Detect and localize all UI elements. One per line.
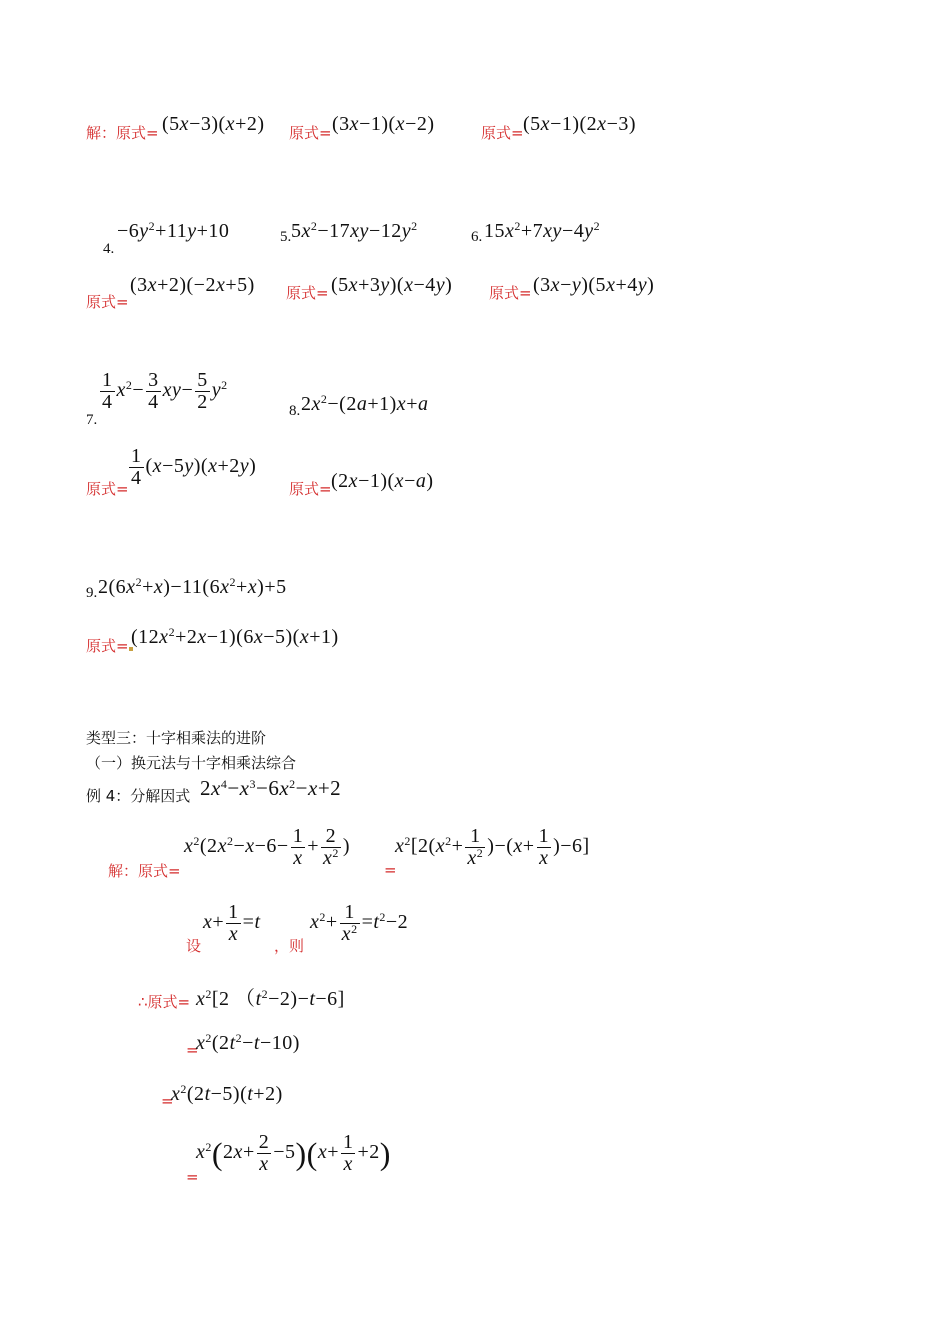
step-5: $x^2(2t-5)(t+2)$ bbox=[171, 1081, 283, 1105]
section-subheading: （一）换元法与十字相乘法综合 bbox=[86, 754, 297, 772]
equals-3: = bbox=[161, 1092, 174, 1110]
problem-5: $5x^2-17xy-12y^2$ bbox=[291, 218, 418, 242]
step-3: $x^2[2$ $(t^2-2)-t-6$] bbox=[196, 986, 345, 1010]
section-heading: 类型三：十字相乘法的进阶 bbox=[86, 729, 267, 747]
problem-number-8: 8. bbox=[289, 403, 301, 419]
problem-number-9: 9. bbox=[86, 585, 98, 601]
equals-2: = bbox=[186, 1041, 199, 1059]
answer-5: (5x+3y)(x−4y) bbox=[331, 274, 453, 296]
answer-2: (3x−1)(x−2) bbox=[332, 113, 435, 135]
answer-6: (3x−y)(5x+4y) bbox=[533, 274, 655, 296]
problem-7: $\frac{1}{4}$ $x^2-$ $\frac{3}{4}$ xy− $\frac{5}{2}$ $y^2$ bbox=[102, 369, 228, 413]
equals-1: = bbox=[384, 861, 397, 879]
answer-3: (5x−1)(2x−3) bbox=[523, 113, 637, 135]
problem-6: $15x^2+7xy-4y^2$ bbox=[484, 218, 601, 242]
step-2: $x^2[2(x^2+$ $\frac{1}{x^2}$ )−(x+ $\frac{1}{x}$ )−6] bbox=[395, 825, 590, 869]
substitution-squared: $x^2+$ $\frac{1}{x^2}$ $=t^2-2$ bbox=[310, 901, 409, 945]
answer-8: (2x−1)(x−a) bbox=[331, 470, 434, 492]
example-expression: $2x^4-x^3-6x^2-x+2$ bbox=[200, 776, 342, 800]
example-label: 例 4：分解因式 bbox=[86, 787, 191, 805]
step-1: $x^2(2x^2-x-6-$ $\frac{1}{x}$ + $\frac{2}{x^2}$ ) bbox=[184, 825, 351, 869]
problem-8: $2x^2-(2a+1)x+a$ bbox=[301, 391, 429, 415]
answer-label-7: 原式= bbox=[86, 480, 129, 498]
solution-label-ex4: 解：原式= bbox=[108, 862, 181, 880]
step-4: $x^2(2t^2-t-10)$ bbox=[196, 1030, 300, 1054]
let-label: 设 bbox=[186, 937, 202, 955]
answer-7: $\frac{1}{4}$ (x−5y)(x+2y) bbox=[131, 445, 257, 489]
answer-label-6: 原式= bbox=[489, 284, 532, 302]
problem-number-7: 7. bbox=[86, 412, 98, 428]
equals-4: = bbox=[186, 1168, 199, 1186]
answer-label-9: 原式= bbox=[86, 635, 133, 656]
then-label: ，则 bbox=[274, 937, 305, 955]
answer-label-5: 原式= bbox=[286, 284, 329, 302]
therefore-label: ∴原式= bbox=[138, 993, 191, 1011]
problem-number-6: 6. bbox=[471, 229, 483, 245]
answer-1: (5x−3)(x+2) bbox=[162, 113, 265, 135]
problem-number-4: 4. bbox=[103, 241, 115, 257]
problem-4: $-6y^2+11y+10$ bbox=[117, 218, 230, 242]
answer-4: (3x+2)(−2x+5) bbox=[130, 274, 255, 296]
problem-number-5: 5. bbox=[280, 229, 292, 245]
substitution: x+ $\frac{1}{x}$ =t bbox=[203, 901, 261, 945]
final-answer: $x^2(2x+$ $\frac{2}{x}$ −5)(x+ $\frac{1}{x}$ +2) bbox=[196, 1131, 391, 1175]
answer-label-2: 原式= bbox=[289, 124, 332, 142]
problem-9: $2(6x^2+x)-11(6x^2+x)+5$ bbox=[98, 574, 287, 598]
answer-9: $(12x^2+2x-1)(6x-5)(x+1)$ bbox=[131, 624, 339, 648]
answer-label-4: 原式= bbox=[86, 293, 129, 311]
answer-label-8: 原式= bbox=[289, 480, 332, 498]
answer-label-3: 原式= bbox=[481, 124, 524, 142]
solution-label: 解：原式= bbox=[86, 124, 159, 142]
